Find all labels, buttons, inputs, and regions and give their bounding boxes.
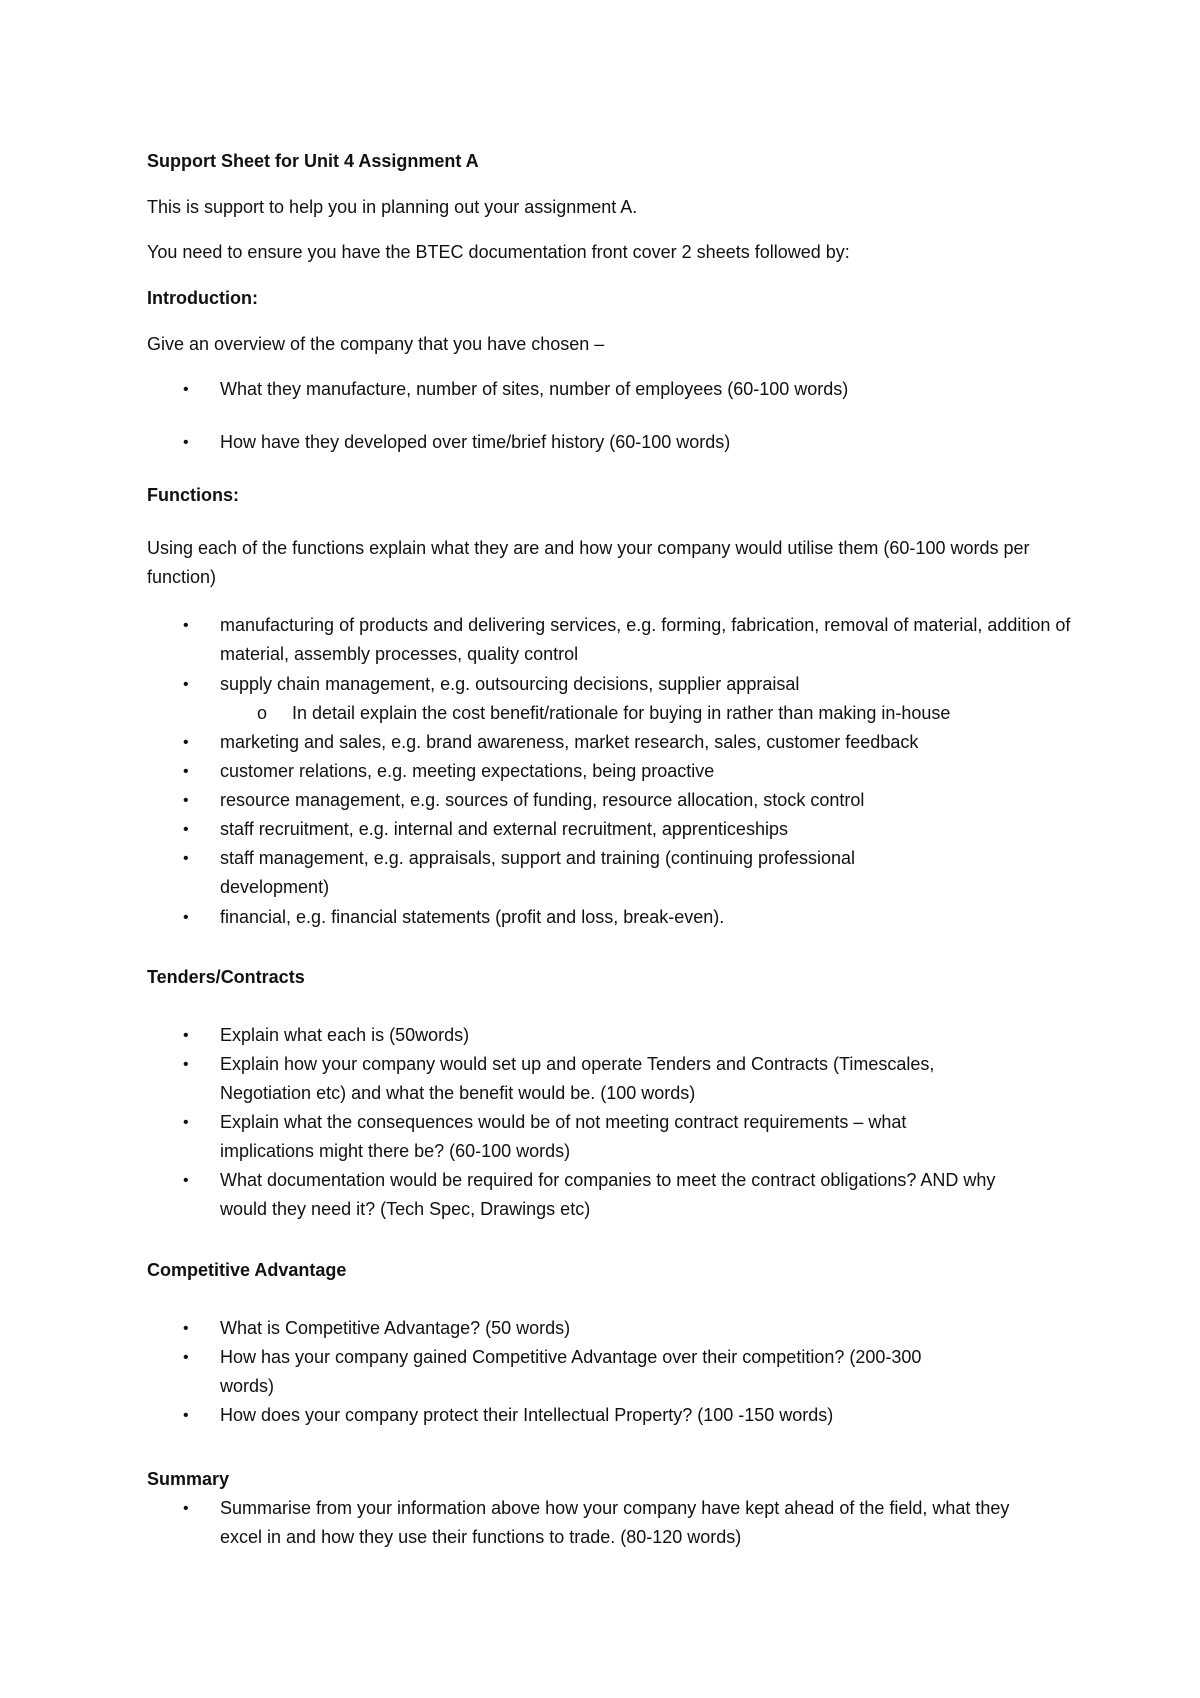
bullet-icon: • bbox=[183, 1172, 189, 1189]
introduction-lead: Give an overview of the company that you have chosen – bbox=[147, 334, 605, 354]
functions-lead: Using each of the functions explain what they are and how your company would utilise them (60-100 words per function) bbox=[147, 538, 1030, 587]
document-title: Support Sheet for Unit 4 Assignment A bbox=[147, 151, 479, 171]
bullet-icon: • bbox=[183, 1027, 189, 1044]
summary-heading: Summary bbox=[147, 1469, 230, 1489]
competitive-advantage-heading: Competitive Advantage bbox=[147, 1260, 347, 1280]
introduction-heading: Introduction: bbox=[147, 288, 258, 308]
bullet-icon: • bbox=[183, 909, 189, 926]
bullet-icon: • bbox=[183, 792, 189, 809]
bullet-icon: • bbox=[183, 1500, 189, 1517]
intro-line-2: You need to ensure you have the BTEC documentation front cover 2 sheets followed by: bbox=[147, 242, 850, 262]
bullet-icon: • bbox=[183, 1056, 189, 1073]
intro-line-1: This is support to help you in planning out your assignment A. bbox=[147, 197, 638, 217]
bullet-icon: • bbox=[183, 381, 189, 398]
bullet-icon: • bbox=[183, 850, 189, 867]
bullet-icon: • bbox=[183, 734, 189, 751]
bullet-icon: • bbox=[183, 617, 189, 634]
tenders-heading: Tenders/Contracts bbox=[147, 967, 305, 987]
bullet-icon: • bbox=[183, 676, 189, 693]
functions-heading: Functions: bbox=[147, 485, 239, 505]
circle-bullet-icon: o bbox=[257, 703, 268, 723]
bullet-icon: • bbox=[183, 821, 189, 838]
bullet-icon: • bbox=[183, 1349, 189, 1366]
bullet-icon: • bbox=[183, 1320, 189, 1337]
document-page: Support Sheet for Unit 4 Assignment A This is support to help you in planning out your assignment A. You need to ensure you have the BTEC documentation front cover 2 sheets followed by: Introduction: Give an overview of the company that you have chosen – • What they manufacture, number of sites, number of employees (60-100 words) • How have they developed over time/brief history (60-100 words) Functions: Using each of the functions explain what they are and how your company would utilise them (60-100 words per function) • manufacturing of products and delivering services, e.g. forming, fabrication, removal of material, addition of material, assembly processes, quality control • supply chain management, e.g. outsourcing decisions, supplier appraisal o In detail explain the cost benefit/rationale for buying in rather than making in-house • marketing and sales, e.g. brand awareness, market research, sales, customer feedback • customer relations, e.g. meeting expectations, being proactive • resource management, e.g. sources of funding, resource allocation, stock control • staff recruitment, e.g. internal and external recruitment, apprenticeships • staff management, e.g. appraisals, support and training (continuing professional development) • financial, e.g. financial statements (profit and loss, break-even). Tenders/Contracts • Explain what each is (50words) • Explain how your company would set up and operate Tenders and Contracts (Timescales, Negotiation etc) and what the benefit would be. (100 words) • Explain what the consequences would be of not meeting contract requirements – what implications might there be? (60-100 words) • What documentation would be required for companies to meet the contract obligations? AND why would they need it? (Tech Spec, Drawings etc) Competitive Advantage • What is Competitive Advantage? (50 words) • How has your company gained Competitive Advantage over their competition? (200-300 words) • How does your company protect their Intellectual Property? (100 -150 words) Summary • Summarise from your information above how your company have kept ahead of the field, what they excel in and how they use their functions to trade. (80-120 words) bbox=[0, 0, 1200, 1698]
bullet-icon: • bbox=[183, 1114, 189, 1131]
bullet-icon: • bbox=[183, 1407, 189, 1424]
bullet-icon: • bbox=[183, 434, 189, 451]
bullet-icon: • bbox=[183, 763, 189, 780]
